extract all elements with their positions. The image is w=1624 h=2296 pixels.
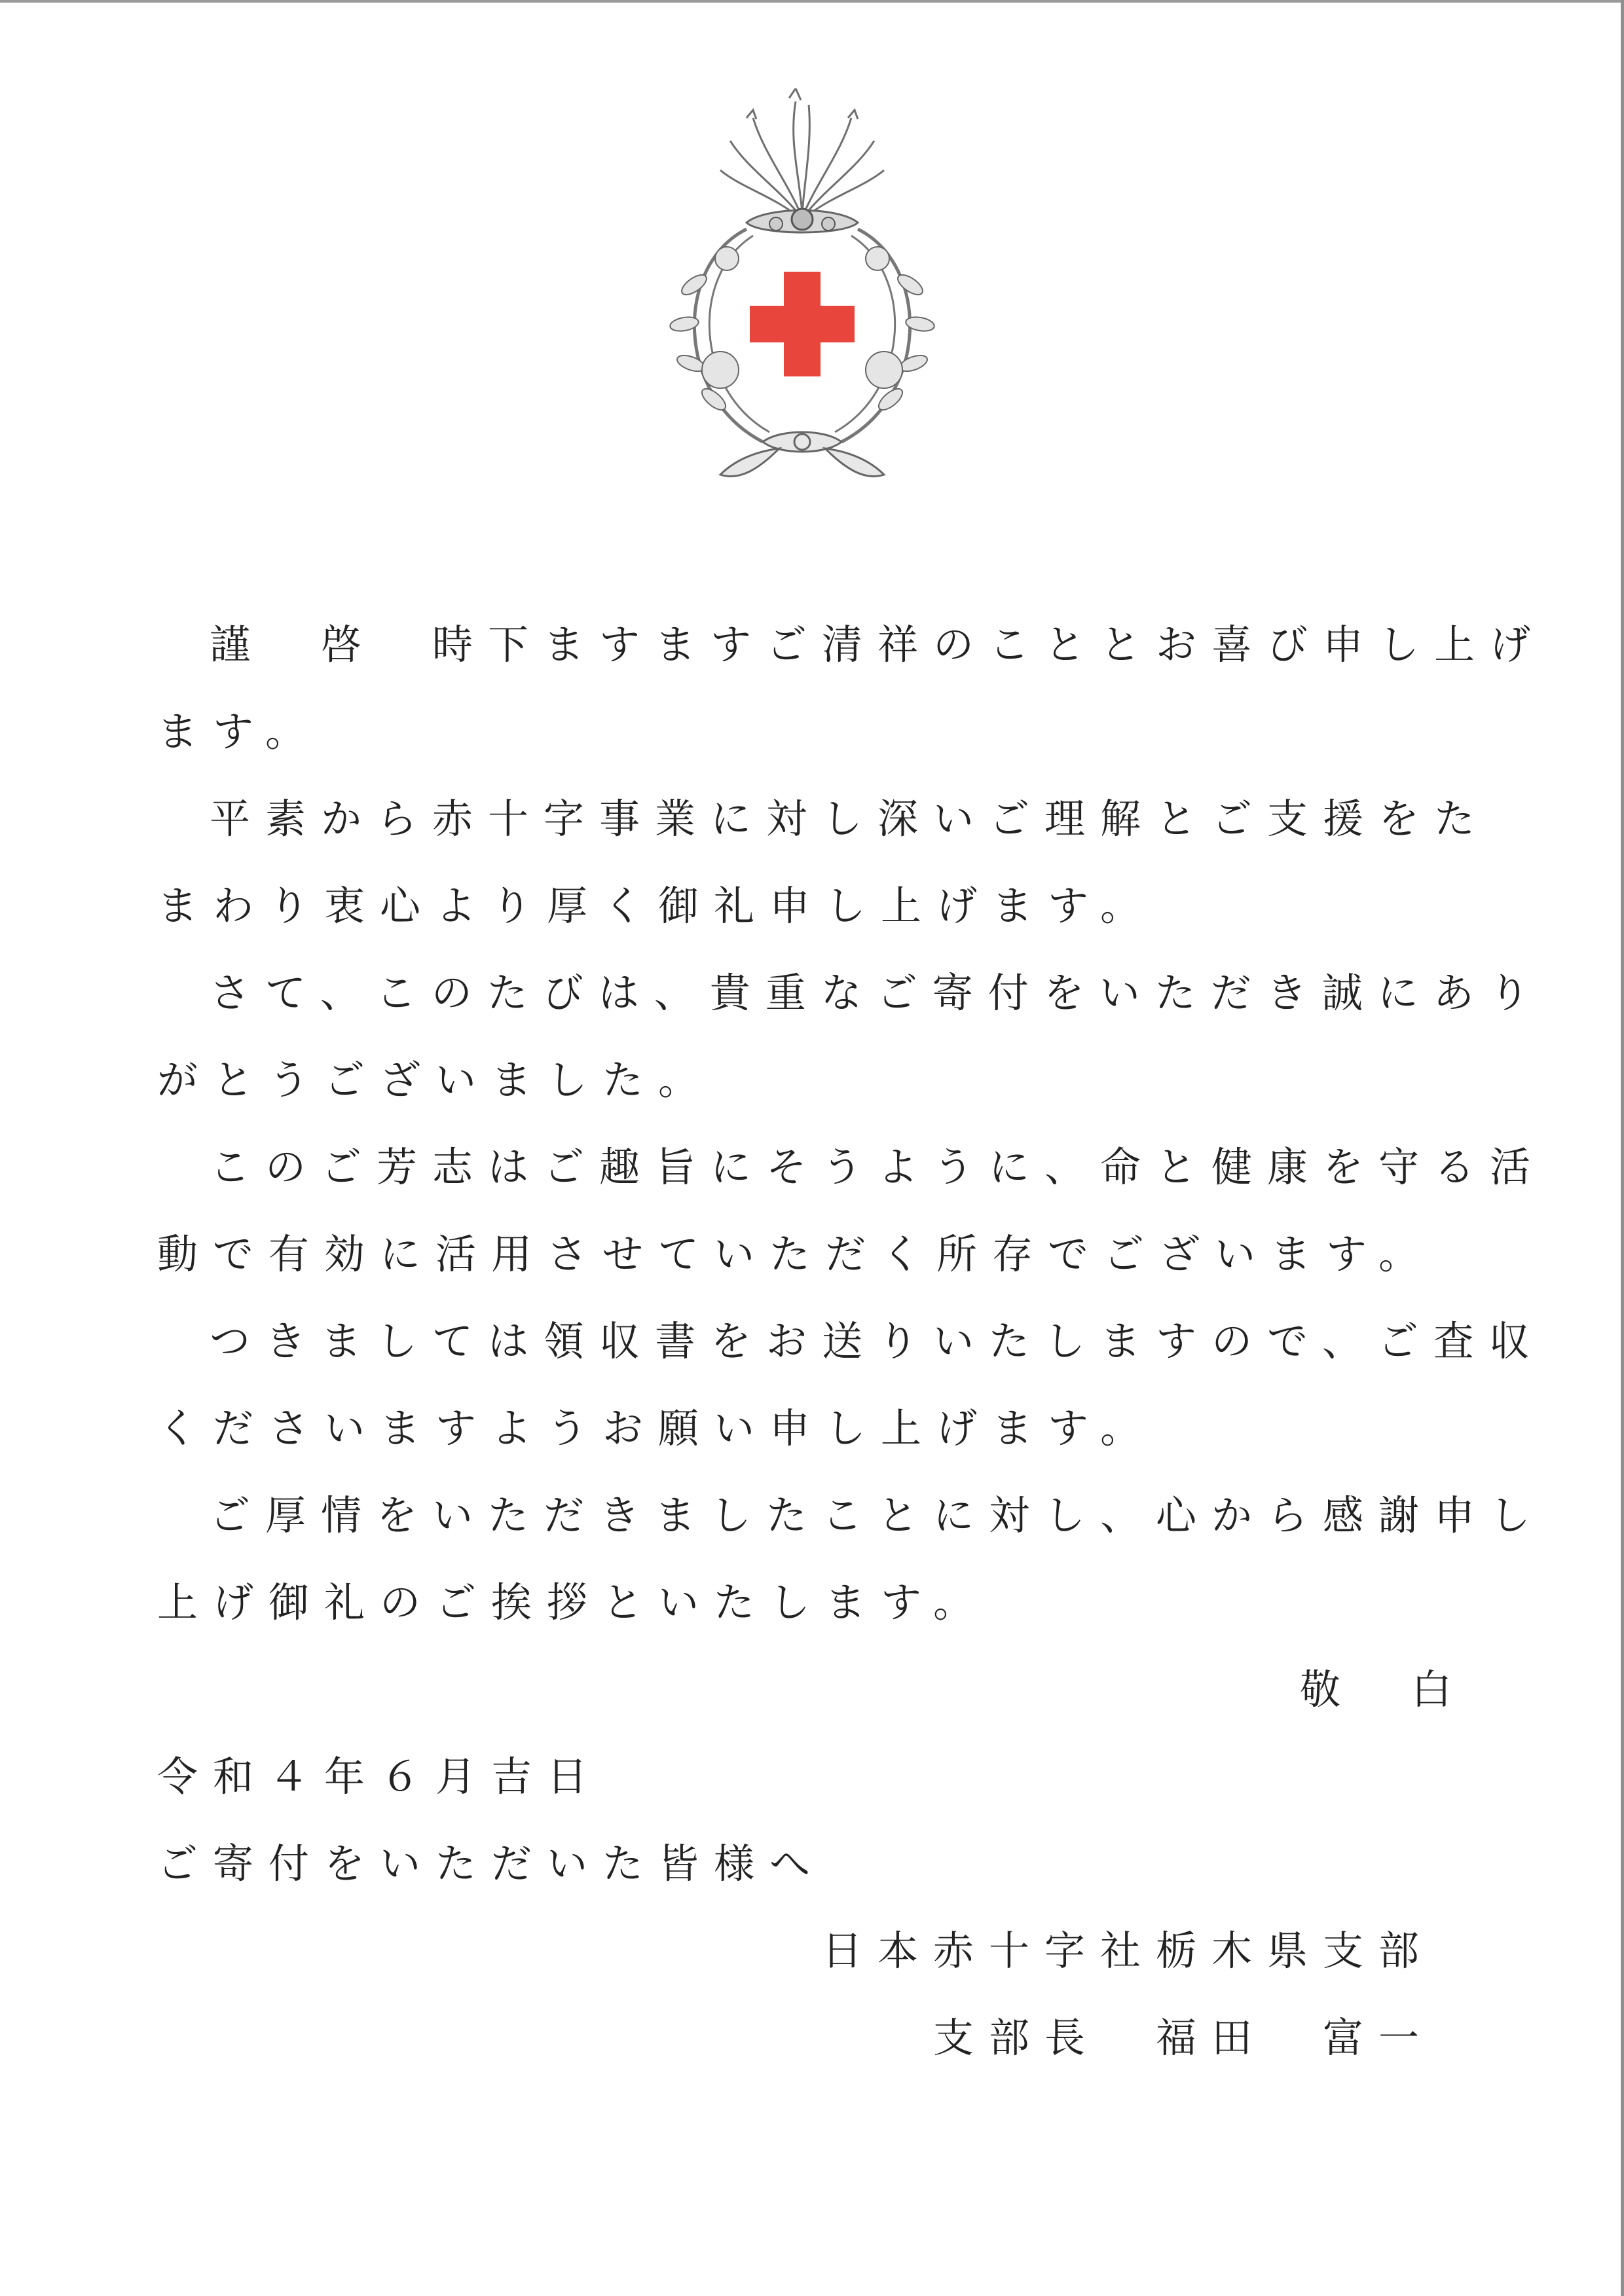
sender-organization: 日本赤十字社栃木県支部 [821,1927,1434,1975]
letter-date: 令和４年６月吉日 [157,1753,603,1800]
sender-name: 支部長 福田 富一 [932,2014,1434,2062]
letter-line-4: まわり衷心より厚く御礼申し上げます。 [157,882,1156,930]
scan-edge-top [0,0,1624,3]
letter-line-11: ご厚情をいただきましたことに対し、心から感謝申し [210,1491,1546,1539]
letter-line-6: がとうございました。 [157,1056,714,1104]
closing-salutation: 敬 白 [1299,1666,1467,1713]
red-cross-emblem-icon [648,88,956,494]
letter-line-8: 動で有効に活用させていただく所存でございます。 [157,1230,1435,1278]
letter-line-7: このご芳志はご趣旨にそうように、命と健康を守る活 [210,1143,1546,1191]
letter-line-10: くださいますようお願い申し上げます。 [157,1404,1156,1452]
letter-line-9: つきましては領収書をお送りいたしますので、ご査収 [210,1317,1545,1365]
letter-line-3: 平素から赤十字事業に対し深いご理解とご支援をた [210,795,1490,843]
letter-line-1: 謹 啓 時下ますますご清祥のこととお喜び申し上げ [210,621,1546,668]
letter-recipient: ご寄付をいただいた皆様へ [157,1840,826,1887]
letter-line-12: 上げ御礼のご挨拶といたします。 [157,1578,989,1626]
scan-edge-right [1621,0,1624,2296]
letter-line-5: さて、このたびは、貴重なご寄付をいただき誠にあり [210,969,1545,1017]
letter-line-2: ます。 [157,708,322,756]
